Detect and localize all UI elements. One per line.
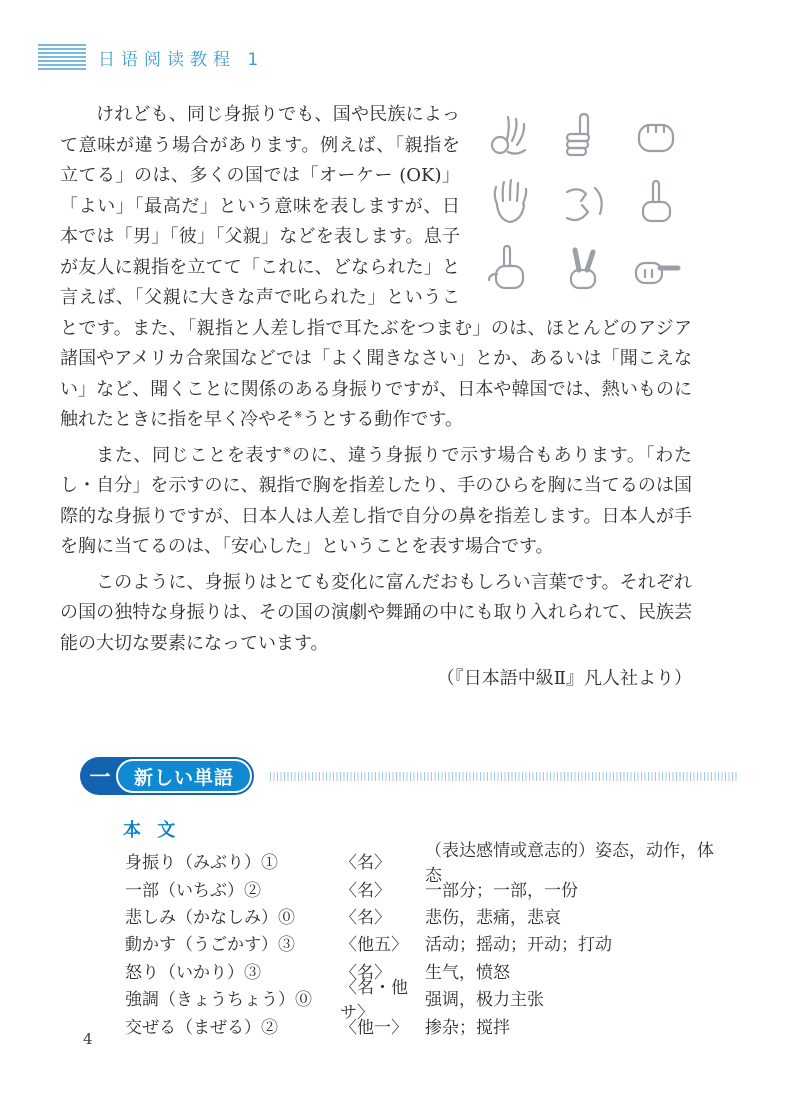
section-title: 新しい単語 [116,759,252,793]
vocab-meaning: 悲伤，悲痛，悲哀 [425,907,561,928]
vocab-meaning: 强调，极力主张 [425,990,544,1011]
vocab-word: 悲しみ（かなしみ）⓪ [125,907,295,928]
vocab-pos: 〈名・他サ〉 [340,977,408,1023]
reference-mark: ※ [294,410,303,421]
reference-mark: ※ [282,445,292,457]
gesture-pointing-right-icon [628,241,684,297]
gesture-ok-sign-icon [482,107,538,163]
gesture-index-finger-up-icon [628,174,684,230]
vocab-row [125,929,715,956]
section-badge [80,757,254,795]
hand-gesture-figure [474,102,692,302]
vocab-word: 一部（いちぶ）② [125,880,261,901]
page-header [38,44,264,71]
vocab-word: 交ぜる（まぜる）② [125,1017,278,1038]
vocab-word: 動かす（うごかす）③ [125,935,295,956]
vocab-list [125,840,715,1039]
vocab-meaning: （表达感情或意志的）姿态，动作，体态 [425,840,714,886]
gesture-index-finger-up-thumb-out-icon [482,241,538,297]
paragraph: また、同じことを表す※のに、違う身振りで示す場合もあります。「わたし・自分」を示すのに、親指で胸を指差したり、手のひらを胸に当てるのは国際的な身振りですが、日本人は人差し指で自分の鼻を指差します。日本人が手を胸に当てるのは、「安心した」ということを表す場合です。 [60,444,692,557]
vocab-meaning: 活动；摇动；开动；打动 [425,935,612,956]
vocab-meaning: 掺杂；搅拌 [425,1017,510,1038]
section-number: 一 [89,765,111,789]
vocab-pos: 〈他五〉 [340,935,408,956]
vocab-row [125,902,715,929]
vocab-pos: 〈他一〉 [340,1017,408,1038]
vocab-word: 怒り（いかり）③ [125,962,261,983]
paragraph: このように、身振りはとても変化に富んだおもしろい言葉です。それぞれの国の独特な身振りは、その国の演劇や舞踊の中にも取り入れられて、民族芸能の大切な要素になっています。 [60,571,692,654]
vocab-row [125,874,715,901]
stripes-icon [38,44,86,71]
vocab-pos: 〈名〉 [340,880,391,901]
page-number: 4 [83,1030,93,1048]
reading-passage [60,100,692,695]
vocab-row [125,1011,715,1038]
gesture-v-sign-icon [555,241,611,297]
paragraph: けれども、同じ身振りでも、国や民族によって意味が違う場合があります。例えば、「親指を立てる」のは、多くの国では「オーケー (OK)」「よい」「最高だ」という意味を表しますが、日本では「男」「彼」「父親」などを表します。息子が友人に親指を立てて「これに、どなられた」と言えば、「父親に大きな声で叱られた」ということです。また、「親指と人差し指で耳たぶをつまむ」のは、ほとんどのアジア諸国やアメリカ合衆国などでは「よく聞きなさい」とか、あるいは「聞こえない」など、聞くことに関係のある身振りですが、日本や韓国では、熱いものに触れたときに指を早く冷やそ※うとする動作です。 [60,104,692,430]
vocab-pos: 〈名〉 [340,907,391,928]
vocab-meaning: 一部分；一部，一份 [425,880,578,901]
vocab-pos: 〈名〉 [340,962,391,983]
gesture-open-palm-icon [482,174,538,230]
dotted-ruler [270,772,737,781]
vocab-row [125,840,715,886]
source-attribution: （『日本語中級Ⅱ』凡人社より） [436,668,692,689]
gesture-fist-icon [628,107,684,163]
vocab-word: 強調（きょうちょう）⓪ [125,990,312,1011]
book-title: 日语阅读教程 1 [98,50,265,70]
vocab-word: 身振り（みぶり）① [125,853,278,874]
vocab-pos: 〈名〉 [340,853,391,874]
vocab-row [125,977,715,1023]
gesture-pinch-icon [555,174,611,230]
vocab-subtitle: 本 文 [123,820,181,841]
vocab-meaning: 生气，愤怒 [425,962,510,983]
gesture-thumbs-up-icon [555,107,611,163]
